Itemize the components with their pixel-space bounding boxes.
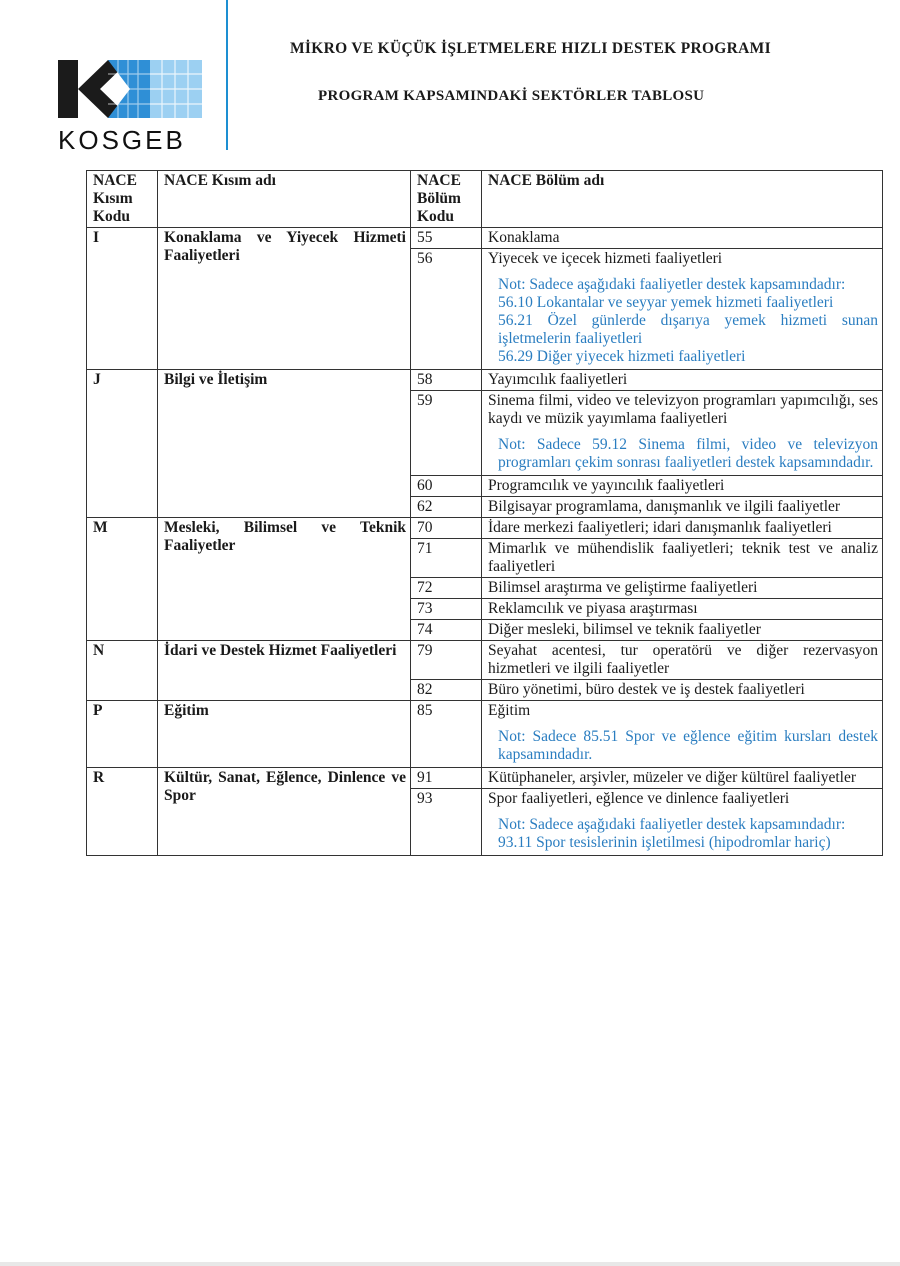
bolum-name-cell <box>482 539 883 578</box>
bolum-name-cell <box>482 680 883 701</box>
bolum-code-cell: 59 <box>411 391 482 476</box>
bolum-name-cell <box>482 599 883 620</box>
table-body <box>87 228 883 856</box>
bolum-code-cell: 70 <box>411 518 482 539</box>
scope-note-line: Not: Sadece 59.12 Sinema filmi, video ve televizyon programları çekim sonrası faaliyetleri destek kapsamındadır. <box>498 436 878 471</box>
bolum-code-cell: 82 <box>411 680 482 701</box>
kisim-code-cell: I <box>87 228 158 370</box>
bolum-code-cell: 72 <box>411 578 482 599</box>
bolum-code-cell: 62 <box>411 497 482 518</box>
header-divider <box>226 0 228 150</box>
scope-note <box>498 276 878 366</box>
scope-note-line: 56.21 Özel günlerde dışarıya yemek hizmeti sunan işletmelerin faaliyetleri <box>498 312 878 347</box>
bolum-name: Reklamcılık ve piyasa araştırması <box>488 600 698 617</box>
table-row <box>87 701 883 768</box>
bolum-name: Büro yönetimi, büro destek ve iş destek faaliyetleri <box>488 681 805 698</box>
scope-note-line: 56.29 Diğer yiyecek hizmeti faaliyetleri <box>498 348 746 365</box>
bolum-code-cell: 71 <box>411 539 482 578</box>
bolum-name: Konaklama <box>488 229 560 246</box>
bolum-name: Bilimsel araştırma ve geliştirme faaliyetleri <box>488 579 758 596</box>
scope-note-line: 93.11 Spor tesislerinin işletilmesi (hipodromlar hariç) <box>498 834 831 851</box>
document-header <box>0 0 900 165</box>
bolum-name-cell <box>482 620 883 641</box>
bolum-name-cell <box>482 476 883 497</box>
bolum-name-cell <box>482 701 883 768</box>
bolum-name-cell <box>482 518 883 539</box>
scope-note <box>498 816 878 852</box>
bolum-code-cell: 74 <box>411 620 482 641</box>
scope-note-line: Not: Sadece aşağıdaki faaliyetler destek kapsamındadır: <box>498 276 846 293</box>
bolum-name: Eğitim <box>488 702 531 719</box>
bolum-name-cell <box>482 641 883 680</box>
bolum-name-cell <box>482 789 883 856</box>
bolum-name-cell <box>482 228 883 249</box>
kisim-code-cell: M <box>87 518 158 641</box>
bolum-name: Programcılık ve yayıncılık faaliyetleri <box>488 477 725 494</box>
header-bolum-adi: NACE Bölüm adı <box>482 171 883 228</box>
header-kisim-adi: NACE Kısım adı <box>158 171 411 228</box>
kisim-name-cell: Kültür, Sanat, Eğlence, Dinlence ve Spor <box>158 768 411 856</box>
bolum-name-cell <box>482 249 883 370</box>
scope-note-line: Not: Sadece aşağıdaki faaliyetler destek kapsamındadır: <box>498 816 846 833</box>
bolum-name-cell <box>482 497 883 518</box>
page-bottom-bar <box>0 1262 900 1266</box>
kisim-name-cell: Bilgi ve İletişim <box>158 370 411 518</box>
program-title: MİKRO VE KÜÇÜK İŞLETMELERE HIZLI DESTEK PROGRAMI <box>290 40 771 57</box>
bolum-code-cell: 73 <box>411 599 482 620</box>
table-row <box>87 228 883 249</box>
scope-note <box>498 436 878 472</box>
bolum-code-cell: 56 <box>411 249 482 370</box>
scope-note <box>498 728 878 764</box>
bolum-code-cell: 85 <box>411 701 482 768</box>
bolum-name-cell <box>482 370 883 391</box>
bolum-name: Bilgisayar programlama, danışmanlık ve ilgili faaliyetler <box>488 498 841 515</box>
bolum-code-cell: 93 <box>411 789 482 856</box>
bolum-name: Seyahat acentesi, tur operatörü ve diğer rezervasyon hizmetleri ve ilgili faaliyetler <box>488 642 878 677</box>
bolum-name: Kütüphaneler, arşivler, müzeler ve diğer kültürel faaliyetler <box>488 769 857 786</box>
kisim-code-cell: R <box>87 768 158 856</box>
kisim-code-cell: P <box>87 701 158 768</box>
kisim-name-cell: Konaklama ve Yiyecek Hizmeti Faaliyetleri <box>158 228 411 370</box>
bolum-name: Mimarlık ve mühendislik faaliyetleri; teknik test ve analiz faaliyetleri <box>488 540 878 575</box>
table-row <box>87 518 883 539</box>
sectors-table <box>86 170 883 856</box>
bolum-name: İdare merkezi faaliyetleri; idari danışmanlık faaliyetleri <box>488 519 832 536</box>
table-row <box>87 370 883 391</box>
bolum-name: Diğer mesleki, bilimsel ve teknik faaliyetler <box>488 621 761 638</box>
table-title: PROGRAM KAPSAMINDAKİ SEKTÖRLER TABLOSU <box>318 88 705 104</box>
scope-note-line: 56.10 Lokantalar ve seyyar yemek hizmeti faaliyetleri <box>498 294 834 311</box>
table-row <box>87 641 883 680</box>
scope-note-line: Not: Sadece 85.51 Spor ve eğlence eğitim kursları destek kapsamındadır. <box>498 728 878 763</box>
bolum-name-cell <box>482 578 883 599</box>
kisim-name-cell: Eğitim <box>158 701 411 768</box>
bolum-name-cell <box>482 391 883 476</box>
kisim-code-cell: N <box>87 641 158 701</box>
logo-text: KOSGEB <box>58 125 186 155</box>
table-row <box>87 768 883 789</box>
bolum-name-cell <box>482 768 883 789</box>
bolum-name: Yayımcılık faaliyetleri <box>488 371 628 388</box>
bolum-code-cell: 91 <box>411 768 482 789</box>
kisim-code-cell: J <box>87 370 158 518</box>
kisim-name-cell: İdari ve Destek Hizmet Faaliyetleri <box>158 641 411 701</box>
bolum-code-cell: 60 <box>411 476 482 497</box>
header-bolum-kodu: NACE Bölüm Kodu <box>411 171 482 228</box>
bolum-name: Yiyecek ve içecek hizmeti faaliyetleri <box>488 250 723 267</box>
bolum-name: Spor faaliyetleri, eğlence ve dinlence faaliyetleri <box>488 790 790 807</box>
bolum-code-cell: 58 <box>411 370 482 391</box>
table-header-row <box>87 171 883 228</box>
bolum-name: Sinema filmi, video ve televizyon programları yapımcılığı, ses kaydı ve müzik yayımlama faaliyetleri <box>488 392 878 427</box>
bolum-code-cell: 55 <box>411 228 482 249</box>
kisim-name-cell: Mesleki, Bilimsel ve Teknik Faaliyetler <box>158 518 411 641</box>
bolum-code-cell: 79 <box>411 641 482 680</box>
header-kisim-kodu: NACE Kısım Kodu <box>87 171 158 228</box>
